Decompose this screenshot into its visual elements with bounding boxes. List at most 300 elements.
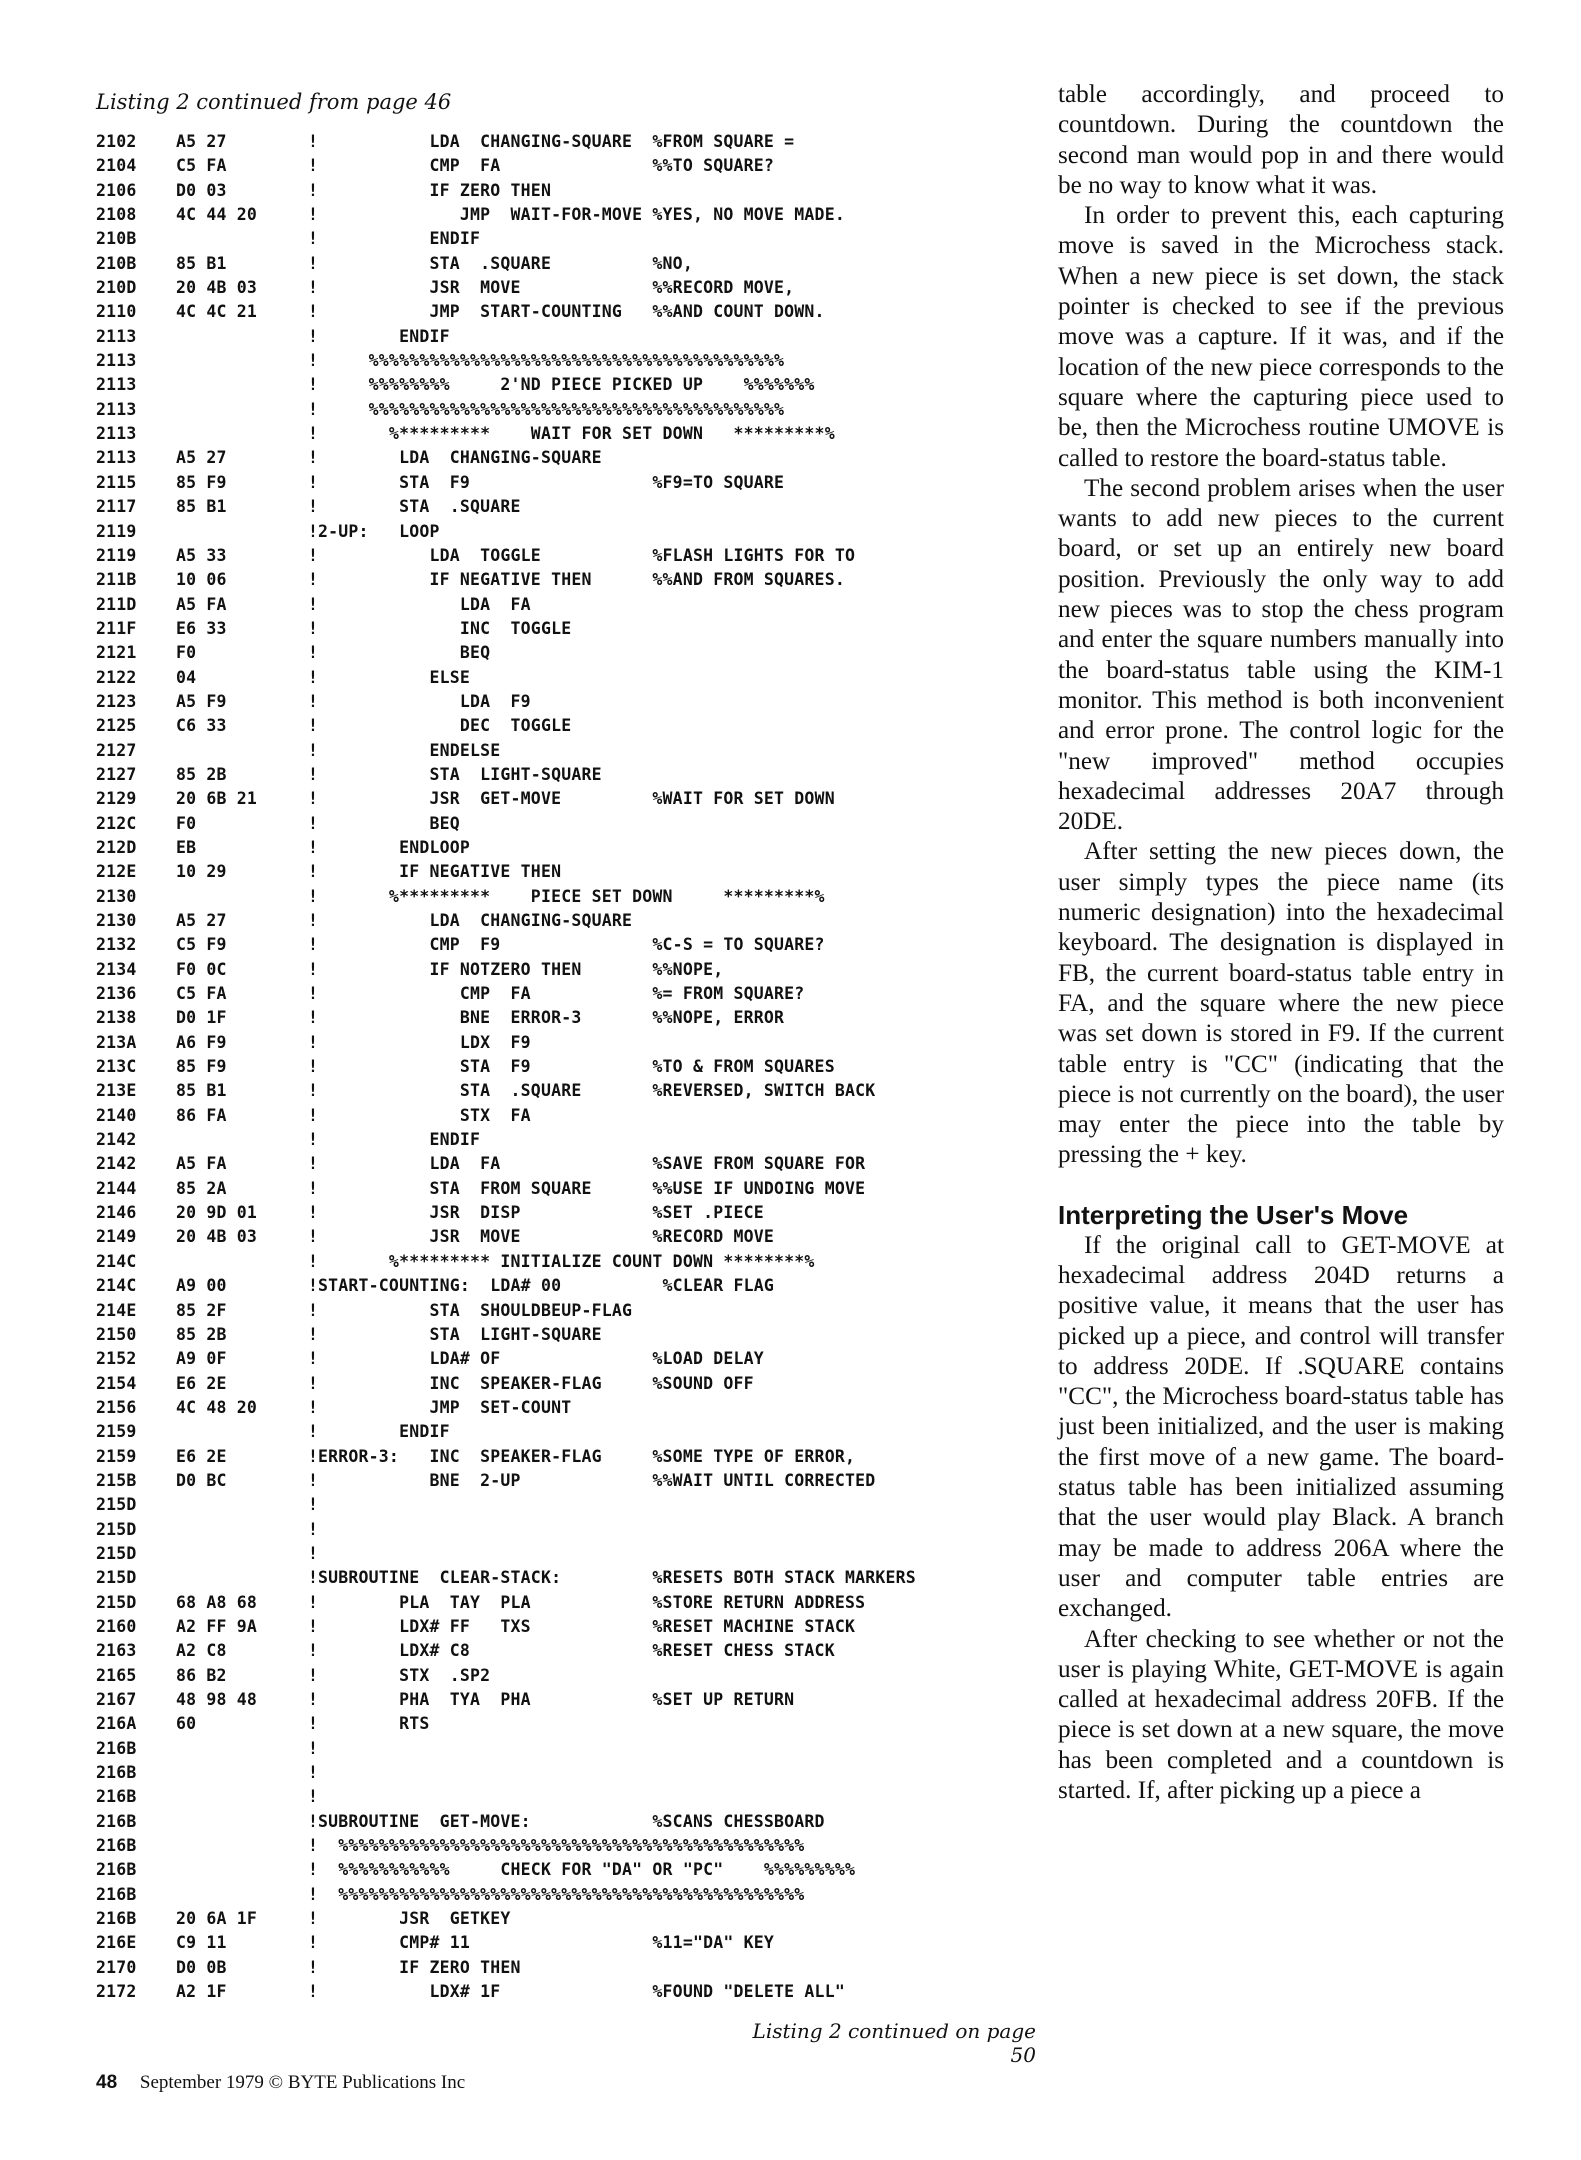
line-object-code: 48 98 48 bbox=[176, 1690, 258, 1709]
line-source: STA LIGHT-SQUARE bbox=[318, 764, 602, 784]
listing-line bbox=[96, 325, 1036, 349]
line-address: 212D bbox=[96, 837, 137, 857]
line-object-code: C9 11 bbox=[176, 1933, 227, 1953]
line-address: 2110 bbox=[96, 302, 137, 322]
line-separator: ! bbox=[308, 253, 319, 273]
line-source: %%%%%%%%%%%%%%%%%%%%%%%%%%%%%%%%%%%%%%%%%%%%%% bbox=[318, 1884, 805, 1904]
line-object-code: D0 1F bbox=[176, 1008, 227, 1028]
line-object-code: D0 BC bbox=[176, 1470, 227, 1490]
line-separator: ! bbox=[308, 375, 319, 395]
line-separator: ! bbox=[308, 278, 319, 298]
line-separator: ! bbox=[308, 1057, 319, 1077]
listing-continued-note: Listing 2 continued on page 50 bbox=[752, 2019, 1036, 2067]
footer-text: September 1979 © BYTE Publications Inc bbox=[139, 2072, 466, 2093]
line-address: 2130 bbox=[96, 886, 137, 906]
page-footer bbox=[96, 2072, 465, 2094]
line-address: 2122 bbox=[96, 667, 137, 687]
listing-line bbox=[96, 373, 1036, 397]
line-object-code: A5 FA bbox=[176, 594, 227, 614]
line-object-code: F0 bbox=[176, 643, 197, 663]
listing-line bbox=[96, 1445, 1036, 1469]
line-source: JMP WAIT-FOR-MOVE %YES, NO MOVE MADE. bbox=[318, 205, 845, 225]
line-separator: ! bbox=[308, 984, 319, 1004]
listing-line bbox=[96, 1785, 1036, 1809]
section-heading: Interpreting the User's Move bbox=[1058, 1199, 1409, 1230]
line-address: 216B bbox=[96, 1884, 137, 1904]
line-address: 216B bbox=[96, 1738, 137, 1758]
line-address: 2130 bbox=[96, 911, 137, 930]
line-separator: ! bbox=[308, 1982, 319, 2002]
line-separator: ! bbox=[308, 1763, 319, 1783]
line-separator: ! bbox=[308, 1446, 319, 1466]
listing-line bbox=[96, 714, 1036, 738]
line-object-code: F0 0C bbox=[176, 959, 227, 979]
line-separator: ! bbox=[308, 399, 319, 419]
line-address: 2154 bbox=[96, 1373, 137, 1393]
line-object-code: 4C 44 20 bbox=[176, 205, 258, 225]
line-source: JMP START-COUNTING %%AND COUNT DOWN. bbox=[318, 302, 825, 322]
line-address: 2108 bbox=[96, 205, 137, 225]
line-separator: ! bbox=[308, 1227, 319, 1247]
line-address: 216B bbox=[96, 1909, 137, 1929]
line-address: 2159 bbox=[96, 1422, 137, 1442]
line-source: ENDIF bbox=[318, 1130, 481, 1150]
listing-line bbox=[96, 1152, 1036, 1176]
listing-line bbox=[96, 1420, 1036, 1444]
line-source: LDX# 1F %FOUND "DELETE ALL" bbox=[318, 1982, 845, 2002]
line-object-code: A2 1F bbox=[176, 1982, 227, 2002]
line-address: 215D bbox=[96, 1519, 137, 1539]
listing-line bbox=[96, 641, 1036, 665]
line-source: LDX F9 bbox=[318, 1032, 531, 1052]
line-source: START-COUNTING: LDA# 00 %CLEAR FLAG bbox=[318, 1276, 775, 1296]
listing-line bbox=[96, 1858, 1036, 1882]
line-object-code: A5 27 bbox=[176, 448, 227, 468]
listing-line bbox=[96, 1250, 1036, 1274]
line-source: LDA F9 bbox=[318, 691, 531, 711]
line-address: 2160 bbox=[96, 1616, 137, 1636]
line-source: PLA TAY PLA %STORE RETURN ADDRESS bbox=[318, 1592, 866, 1612]
listing-line bbox=[96, 1956, 1036, 1980]
listing-line bbox=[96, 252, 1036, 276]
line-separator: ! bbox=[308, 1738, 319, 1758]
line-address: 2172 bbox=[96, 1982, 137, 2002]
listing-line bbox=[96, 1810, 1036, 1834]
line-separator: ! bbox=[308, 911, 319, 930]
article-paragraph: After setting the new pieces down, the user simply types the piece name (its numeric designation) into the hexadecimal keyboard. The designation is displayed in FB, the current board-status table entry in FA, and the square where the new piece was set down is stored in F9. If the current table entry is "CC" (indicating that the piece is not currently on the board), the user may enter the piece into the table by pressing the + key. bbox=[1058, 838, 1504, 1169]
line-address: 2170 bbox=[96, 1957, 137, 1977]
listing-line bbox=[96, 1883, 1036, 1907]
line-separator: ! bbox=[308, 1787, 319, 1807]
line-separator: ! bbox=[308, 1203, 319, 1223]
article-paragraph: In order to prevent this, each capturing move is saved in the Microchess stack. When a new piece is set down, the stack pointer is checked to see if the previous move was a capture. If it was, and if the location of the new piece corresponds to the square where the capturing piece used to be, then the Microchess routine UMOVE is called to restore the board-status table. bbox=[1058, 202, 1504, 472]
listing-line bbox=[96, 1493, 1036, 1517]
page-number: 48 bbox=[96, 2072, 118, 2093]
listing-line bbox=[96, 1323, 1036, 1347]
listing-line bbox=[96, 130, 1036, 154]
listing-line bbox=[96, 1055, 1036, 1079]
line-source: STA FROM SQUARE %%USE IF UNDOING MOVE bbox=[318, 1178, 866, 1198]
line-object-code: A6 F9 bbox=[176, 1032, 227, 1052]
line-separator: ! bbox=[308, 667, 319, 687]
listing-line bbox=[96, 568, 1036, 592]
line-object-code: C5 FA bbox=[176, 984, 227, 1004]
listing-line bbox=[96, 982, 1036, 1006]
line-address: 215B bbox=[96, 1470, 137, 1490]
line-separator: ! bbox=[308, 472, 319, 492]
line-address: 215D bbox=[96, 1543, 137, 1563]
listing-line bbox=[96, 909, 1036, 933]
line-address: 216E bbox=[96, 1933, 137, 1953]
listing-line bbox=[96, 1664, 1036, 1688]
line-object-code: 4C 48 20 bbox=[176, 1397, 258, 1417]
listing-line bbox=[96, 617, 1036, 641]
line-object-code: 20 4B 03 bbox=[176, 278, 258, 298]
line-separator: ! bbox=[308, 886, 319, 906]
line-object-code: 85 2A bbox=[176, 1178, 227, 1198]
listing-line bbox=[96, 495, 1036, 519]
line-object-code: A5 27 bbox=[176, 132, 227, 151]
listing-line bbox=[96, 1104, 1036, 1128]
line-separator: ! bbox=[308, 1349, 319, 1369]
line-separator: ! bbox=[308, 691, 319, 711]
listing-line bbox=[96, 690, 1036, 714]
listing-line bbox=[96, 1006, 1036, 1030]
listing-line bbox=[96, 544, 1036, 568]
line-source: JSR GETKEY bbox=[318, 1909, 511, 1929]
listing-line bbox=[96, 1347, 1036, 1371]
line-source: LDX# C8 %RESET CHESS STACK bbox=[318, 1641, 835, 1661]
line-address: 2165 bbox=[96, 1665, 137, 1685]
listing-line bbox=[96, 398, 1036, 422]
line-address: 2123 bbox=[96, 691, 137, 711]
listing-line bbox=[96, 787, 1036, 811]
line-separator: ! bbox=[308, 1300, 319, 1320]
line-separator: ! bbox=[308, 1130, 319, 1150]
line-source: STA .SQUARE bbox=[318, 497, 521, 517]
line-address: 216A bbox=[96, 1714, 137, 1734]
line-object-code: EB bbox=[176, 837, 197, 857]
listing-line bbox=[96, 1615, 1036, 1639]
line-object-code: E6 2E bbox=[176, 1446, 227, 1466]
line-separator: ! bbox=[308, 1884, 319, 1904]
line-source: BNE ERROR-3 %%NOPE, ERROR bbox=[318, 1008, 785, 1028]
line-separator: ! bbox=[308, 1470, 319, 1490]
listing-line bbox=[96, 446, 1036, 470]
line-address: 2121 bbox=[96, 643, 137, 663]
line-separator: ! bbox=[308, 1665, 319, 1685]
line-separator: ! bbox=[308, 618, 319, 638]
line-separator: ! bbox=[308, 594, 319, 614]
line-object-code: A5 F9 bbox=[176, 691, 227, 711]
line-source: IF NOTZERO THEN %%NOPE, bbox=[318, 959, 724, 979]
line-address: 2119 bbox=[96, 521, 137, 541]
line-object-code: E6 2E bbox=[176, 1373, 227, 1393]
listing-line bbox=[96, 1566, 1036, 1590]
line-separator: ! bbox=[308, 1276, 319, 1296]
line-separator: ! bbox=[308, 424, 319, 444]
line-address: 2159 bbox=[96, 1446, 137, 1466]
listing-line bbox=[96, 227, 1036, 251]
line-object-code: F0 bbox=[176, 813, 197, 833]
line-source: LDA FA %SAVE FROM SQUARE FOR bbox=[318, 1154, 866, 1174]
line-source: STA F9 %TO & FROM SQUARES bbox=[318, 1057, 835, 1077]
line-separator: ! bbox=[308, 1251, 319, 1271]
line-address: 2102 bbox=[96, 132, 137, 151]
listing-line bbox=[96, 1737, 1036, 1761]
listing-line bbox=[96, 739, 1036, 763]
line-source: IF ZERO THEN bbox=[318, 1957, 521, 1977]
line-source: STA LIGHT-SQUARE bbox=[318, 1324, 602, 1344]
listing-line bbox=[96, 593, 1036, 617]
line-separator: ! bbox=[308, 959, 319, 979]
line-separator: ! bbox=[308, 813, 319, 833]
line-separator: ! bbox=[308, 1397, 319, 1417]
line-source: LDA CHANGING-SQUARE bbox=[318, 448, 602, 468]
line-source: ENDIF bbox=[318, 326, 450, 346]
line-separator: ! bbox=[308, 1543, 319, 1563]
line-address: 215D bbox=[96, 1495, 137, 1515]
line-address: 2113 bbox=[96, 351, 137, 371]
line-object-code: A2 C8 bbox=[176, 1641, 227, 1661]
line-address: 2132 bbox=[96, 935, 137, 955]
line-source: %********* INITIALIZE COUNT DOWN ********% bbox=[318, 1251, 815, 1271]
line-source: ENDLOOP bbox=[318, 837, 471, 857]
line-separator: ! bbox=[308, 1154, 319, 1174]
line-address: 2115 bbox=[96, 472, 137, 492]
line-source: CMP# 11 %11="DA" KEY bbox=[318, 1933, 775, 1953]
line-separator: ! bbox=[308, 497, 319, 517]
line-source: 2-UP: LOOP bbox=[318, 521, 440, 541]
line-address: 2134 bbox=[96, 959, 137, 979]
line-address: 2117 bbox=[96, 497, 137, 517]
listing-line bbox=[96, 1591, 1036, 1615]
line-source: LDA CHANGING-SQUARE %FROM SQUARE = bbox=[318, 132, 795, 151]
line-object-code: 04 bbox=[176, 667, 197, 687]
line-source: IF NEGATIVE THEN %%AND FROM SQUARES. bbox=[318, 570, 845, 590]
line-source: ENDIF bbox=[318, 229, 481, 249]
line-object-code: 86 FA bbox=[176, 1105, 227, 1125]
listing-line bbox=[96, 1834, 1036, 1858]
line-separator: ! bbox=[308, 1957, 319, 1977]
line-address: 212E bbox=[96, 862, 137, 882]
line-address: 2113 bbox=[96, 326, 137, 346]
line-object-code: 20 9D 01 bbox=[176, 1203, 258, 1223]
line-separator: ! bbox=[308, 302, 319, 322]
line-separator: ! bbox=[308, 132, 319, 151]
line-address: 2113 bbox=[96, 448, 137, 468]
listing-line bbox=[96, 422, 1036, 446]
listing-line bbox=[96, 1518, 1036, 1542]
line-address: 2129 bbox=[96, 789, 137, 809]
line-separator: ! bbox=[308, 789, 319, 809]
line-object-code: 85 B1 bbox=[176, 497, 227, 517]
line-source: BNE 2-UP %%WAIT UNTIL CORRECTED bbox=[318, 1470, 876, 1490]
line-address: 215D bbox=[96, 1568, 137, 1588]
line-object-code: C5 FA bbox=[176, 156, 227, 176]
listing-line bbox=[96, 1980, 1036, 2004]
line-separator: ! bbox=[308, 740, 319, 760]
listing-line bbox=[96, 154, 1036, 178]
line-separator: ! bbox=[308, 862, 319, 882]
listing-line bbox=[96, 1688, 1036, 1712]
line-source: ELSE bbox=[318, 667, 471, 687]
line-separator: ! bbox=[308, 351, 319, 371]
line-separator: ! bbox=[308, 837, 319, 857]
line-source: %%%%%%%%%%%%%%%%%%%%%%%%%%%%%%%%%%%%%%%%% bbox=[318, 399, 785, 419]
line-source: SUBROUTINE CLEAR-STACK: %RESETS BOTH STACK MARKERS bbox=[318, 1568, 916, 1588]
line-source: CMP F9 %C-S = TO SQUARE? bbox=[318, 935, 825, 955]
listing-line bbox=[96, 471, 1036, 495]
line-separator: ! bbox=[308, 1811, 319, 1831]
line-address: 215D bbox=[96, 1592, 137, 1612]
listing-line bbox=[96, 1712, 1036, 1736]
line-separator: ! bbox=[308, 156, 319, 176]
line-address: 214C bbox=[96, 1251, 137, 1271]
line-source: BEQ bbox=[318, 643, 491, 663]
line-source: STX FA bbox=[318, 1105, 531, 1125]
line-address: 216B bbox=[96, 1811, 137, 1831]
line-separator: ! bbox=[308, 521, 319, 541]
line-separator: ! bbox=[308, 229, 319, 249]
line-source: JSR MOVE %%RECORD MOVE, bbox=[318, 278, 795, 298]
line-object-code: 4C 4C 21 bbox=[176, 302, 258, 322]
line-separator: ! bbox=[308, 1373, 319, 1393]
line-source: ENDELSE bbox=[318, 740, 501, 760]
listing-line bbox=[96, 520, 1036, 544]
line-source: %%%%%%%% 2'ND PIECE PICKED UP %%%%%%% bbox=[318, 375, 815, 395]
line-address: 2150 bbox=[96, 1324, 137, 1344]
listing-line bbox=[96, 666, 1036, 690]
code-listing bbox=[96, 130, 1036, 2004]
line-address: 210B bbox=[96, 253, 137, 273]
line-address: 213C bbox=[96, 1057, 137, 1077]
listing-line bbox=[96, 203, 1036, 227]
listing-line bbox=[96, 1128, 1036, 1152]
line-address: 214C bbox=[96, 1276, 137, 1296]
line-source: LDA# OF %LOAD DELAY bbox=[318, 1349, 764, 1369]
line-source: INC TOGGLE bbox=[318, 618, 572, 638]
line-source: %%%%%%%%%%% CHECK FOR "DA" OR "PC" %%%%%%%%% bbox=[318, 1860, 856, 1880]
line-source: %%%%%%%%%%%%%%%%%%%%%%%%%%%%%%%%%%%%%%%%% bbox=[318, 351, 785, 371]
listing-line bbox=[96, 1639, 1036, 1663]
line-separator: ! bbox=[308, 1519, 319, 1539]
line-separator: ! bbox=[308, 764, 319, 784]
line-separator: ! bbox=[308, 1081, 319, 1101]
line-separator: ! bbox=[308, 1324, 319, 1344]
listing-line bbox=[96, 958, 1036, 982]
listing-line bbox=[96, 1201, 1036, 1225]
line-object-code: E6 33 bbox=[176, 618, 227, 638]
line-address: 210B bbox=[96, 229, 137, 249]
line-address: 2113 bbox=[96, 399, 137, 419]
listing-line bbox=[96, 1907, 1036, 1931]
line-object-code: A9 0F bbox=[176, 1349, 227, 1369]
line-address: 211B bbox=[96, 570, 137, 590]
article-paragraph: If the original call to GET-MOVE at hexadecimal address 204D returns a positive value, it means that the user has picked up a piece, and control will transfer to address 20DE. If .SQUARE contains "CC", the Microchess board-status table has just been initialized, and the user is making the first move of a new game. The board-status table has been initialized assuming that the user would play Black. A branch may be made to address 206A where the user and computer table entries are exchanged. bbox=[1058, 1231, 1504, 1623]
listing-line bbox=[96, 276, 1036, 300]
article-paragraph: After checking to see whether or not the user is playing White, GET-MOVE is again called at hexadecimal address 20FB. If the piece is set down at a new square, the move has been completed and a countdown is started. If, after picking up a piece a bbox=[1058, 1625, 1504, 1805]
line-separator: ! bbox=[308, 1616, 319, 1636]
listing-line bbox=[96, 1761, 1036, 1785]
line-object-code: A5 27 bbox=[176, 911, 227, 930]
line-object-code: 85 2F bbox=[176, 1300, 227, 1320]
line-object-code: A5 33 bbox=[176, 545, 227, 565]
line-source: %********* WAIT FOR SET DOWN *********% bbox=[318, 424, 835, 444]
line-object-code: 68 A8 68 bbox=[176, 1592, 258, 1612]
line-address: 2152 bbox=[96, 1349, 137, 1369]
line-separator: ! bbox=[308, 1641, 319, 1661]
line-address: 216B bbox=[96, 1763, 137, 1783]
line-separator: ! bbox=[308, 545, 319, 565]
line-address: 2163 bbox=[96, 1641, 137, 1661]
line-source: INC SPEAKER-FLAG %SOUND OFF bbox=[318, 1373, 754, 1393]
line-address: 216B bbox=[96, 1860, 137, 1880]
line-separator: ! bbox=[308, 1032, 319, 1052]
line-separator: ! bbox=[308, 1008, 319, 1028]
listing-line bbox=[96, 836, 1036, 860]
line-source: IF ZERO THEN bbox=[318, 180, 552, 200]
line-object-code: A2 FF 9A bbox=[176, 1616, 258, 1636]
line-separator: ! bbox=[308, 570, 319, 590]
line-source: CMP FA %%TO SQUARE? bbox=[318, 156, 775, 176]
listing-line bbox=[96, 1225, 1036, 1249]
line-object-code: 85 F9 bbox=[176, 472, 227, 492]
line-separator: ! bbox=[308, 1909, 319, 1929]
line-object-code: 60 bbox=[176, 1714, 197, 1734]
line-object-code: D0 03 bbox=[176, 180, 227, 200]
line-address: 2127 bbox=[96, 764, 137, 784]
line-object-code: A5 FA bbox=[176, 1154, 227, 1174]
line-address: 216B bbox=[96, 1836, 137, 1856]
line-separator: ! bbox=[308, 326, 319, 346]
line-source: STA F9 %F9=TO SQUARE bbox=[318, 472, 785, 492]
line-separator: ! bbox=[308, 643, 319, 663]
listing-line bbox=[96, 300, 1036, 324]
line-separator: ! bbox=[308, 1836, 319, 1856]
listing-line bbox=[96, 1396, 1036, 1420]
line-address: 2149 bbox=[96, 1227, 137, 1247]
line-address: 2104 bbox=[96, 156, 137, 176]
line-address: 2142 bbox=[96, 1154, 137, 1174]
line-object-code: 85 B1 bbox=[176, 1081, 227, 1101]
line-separator: ! bbox=[308, 716, 319, 736]
line-source: LDA CHANGING-SQUARE bbox=[318, 911, 633, 930]
listing-line bbox=[96, 860, 1036, 884]
line-address: 2119 bbox=[96, 545, 137, 565]
listing-line bbox=[96, 933, 1036, 957]
line-address: 2138 bbox=[96, 1008, 137, 1028]
line-address: 2113 bbox=[96, 375, 137, 395]
line-address: 210D bbox=[96, 278, 137, 298]
line-source: SUBROUTINE GET-MOVE: %SCANS CHESSBOARD bbox=[318, 1811, 825, 1831]
line-source: JMP SET-COUNT bbox=[318, 1397, 572, 1417]
line-separator: ! bbox=[308, 1568, 319, 1588]
line-source: RTS bbox=[318, 1714, 430, 1734]
line-source: %%%%%%%%%%%%%%%%%%%%%%%%%%%%%%%%%%%%%%%%%%%%%% bbox=[318, 1836, 805, 1856]
line-object-code: 86 B2 bbox=[176, 1665, 227, 1685]
listing-line bbox=[96, 349, 1036, 373]
line-source: BEQ bbox=[318, 813, 460, 833]
line-object-code: 85 F9 bbox=[176, 1057, 227, 1077]
line-address: 213E bbox=[96, 1081, 137, 1101]
listing-caption: Listing 2 continued from page 46 bbox=[96, 90, 452, 114]
line-address: 2106 bbox=[96, 180, 137, 200]
line-address: 2142 bbox=[96, 1130, 137, 1150]
line-address: 2156 bbox=[96, 1397, 137, 1417]
article-column bbox=[1058, 80, 1504, 1806]
listing-line bbox=[96, 763, 1036, 787]
